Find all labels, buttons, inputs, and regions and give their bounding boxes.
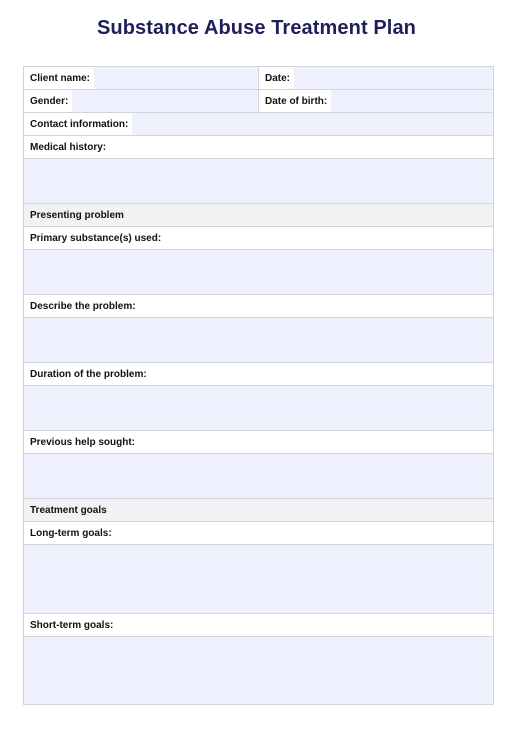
primary-substances-label-row — [24, 227, 493, 250]
medical-history-label: Medical history: — [30, 141, 107, 153]
describe-problem-label: Describe the problem: — [30, 300, 136, 312]
contact-information-cell — [24, 113, 493, 135]
client-name-date-row — [24, 67, 493, 90]
treatment-goals-header — [24, 499, 493, 522]
primary-substances-field[interactable] — [24, 250, 493, 295]
medical-history-label-row — [24, 136, 493, 159]
client-name-label: Client name: — [30, 72, 91, 84]
treatment-goals-title: Treatment goals — [30, 504, 107, 516]
date-field[interactable] — [294, 67, 493, 89]
duration-problem-label-row — [24, 363, 493, 386]
previous-help-label-row — [24, 431, 493, 454]
contact-information-field[interactable] — [132, 113, 493, 135]
long-term-goals-label-row — [24, 522, 493, 545]
date-of-birth-label: Date of birth: — [265, 95, 328, 107]
page-title: Substance Abuse Treatment Plan — [96, 17, 416, 39]
short-term-goals-label: Short-term goals: — [30, 619, 114, 631]
date-of-birth-field[interactable] — [331, 90, 493, 112]
gender-cell — [24, 90, 258, 112]
client-name-cell — [24, 67, 258, 89]
gender-dob-row — [24, 90, 493, 113]
gender-field[interactable] — [72, 90, 258, 112]
treatment-plan-form — [23, 66, 494, 705]
gender-label: Gender: — [30, 95, 69, 107]
describe-problem-field[interactable] — [24, 318, 493, 363]
long-term-goals-field[interactable] — [24, 545, 493, 614]
describe-problem-label-row — [24, 295, 493, 318]
contact-information-label: Contact information: — [30, 118, 129, 130]
duration-problem-label: Duration of the problem: — [30, 368, 147, 380]
presenting-problem-title: Presenting problem — [30, 209, 124, 221]
client-name-field[interactable] — [94, 67, 258, 89]
long-term-goals-label: Long-term goals: — [30, 527, 112, 539]
short-term-goals-label-row — [24, 614, 493, 637]
previous-help-label: Previous help sought: — [30, 436, 136, 448]
short-term-goals-field[interactable] — [24, 637, 493, 705]
medical-history-field[interactable] — [24, 159, 493, 204]
date-of-birth-cell — [258, 90, 493, 112]
previous-help-field[interactable] — [24, 454, 493, 499]
primary-substances-label: Primary substance(s) used: — [30, 232, 162, 244]
date-label: Date: — [265, 72, 291, 84]
contact-information-row — [24, 113, 493, 136]
date-cell — [258, 67, 493, 89]
presenting-problem-header — [24, 204, 493, 227]
duration-problem-field[interactable] — [24, 386, 493, 431]
